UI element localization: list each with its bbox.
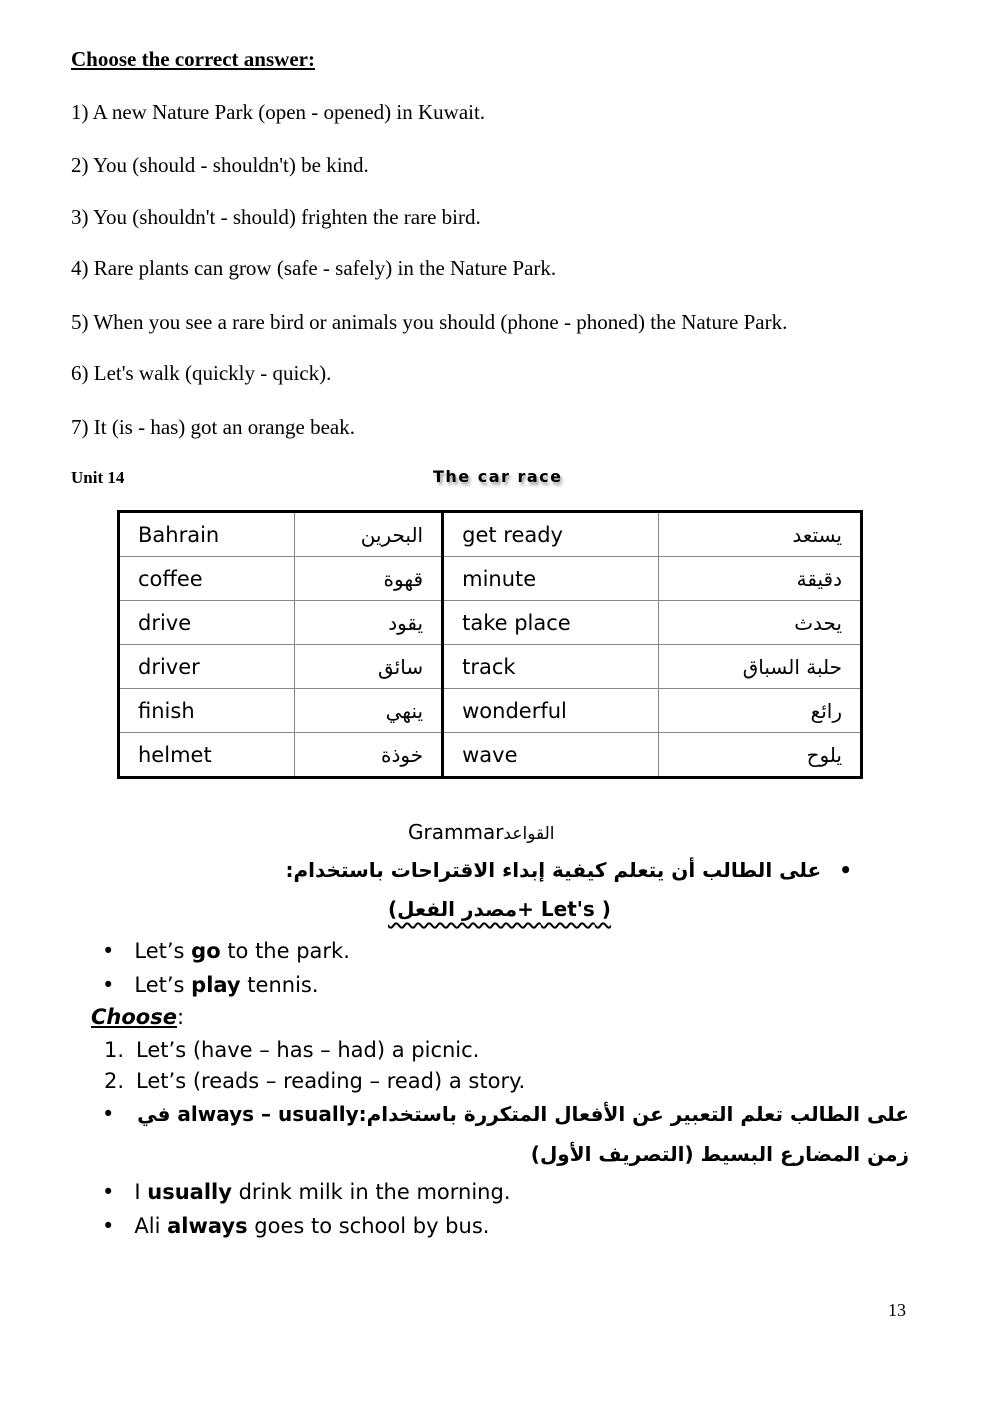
arabic-meaning: رائع	[659, 689, 862, 733]
arabic-meaning: سائق	[294, 645, 442, 689]
grammar-point-1: •على الطالب أن يتعلم كيفية إبداء الاقتراحات باستخدام:	[285, 858, 852, 882]
question-2: 2) You (should - shouldn't) be kind.	[71, 153, 369, 177]
lets-formula: ( Let's +مصدر الفعل)	[388, 897, 611, 921]
example-1: • Let’s go to the park.	[102, 939, 350, 963]
arabic-meaning: يقود	[294, 601, 442, 645]
vocab-row	[119, 645, 862, 689]
english-word: wonderful	[443, 689, 659, 733]
english-word: track	[443, 645, 659, 689]
english-word: get ready	[443, 512, 659, 557]
vocab-row	[119, 557, 862, 601]
english-word: Bahrain	[119, 512, 295, 557]
arabic-meaning: قهوة	[294, 557, 442, 601]
arabic-meaning: خوذة	[294, 733, 442, 778]
vocab-row	[119, 733, 862, 778]
grammar-heading-ar: القواعد	[503, 824, 555, 844]
english-word: finish	[119, 689, 295, 733]
choose-item-1: 1. Let’s (have – has – had) a picnic.	[104, 1038, 480, 1062]
question-4: 4) Rare plants can grow (safe - safely) in the Nature Park.	[71, 256, 557, 280]
choose-label: Choose:	[91, 1005, 185, 1029]
example-4: • Ali always goes to school by bus.	[102, 1214, 490, 1238]
question-1: 1) A new Nature Park (open - opened) in Kuwait.	[71, 100, 486, 124]
question-5: 5) When you see a rare bird or animals you should (phone - phoned) the Nature Park.	[71, 310, 788, 334]
exercise-title: Choose the correct answer:	[71, 47, 315, 71]
vocab-row	[119, 512, 862, 557]
grammar-heading	[408, 820, 555, 844]
arabic-meaning: يستعد	[659, 512, 862, 557]
vocab-row	[119, 689, 862, 733]
grammar-heading-en: Grammar	[408, 820, 504, 844]
page-number: 13	[888, 1300, 906, 1320]
vocab-row	[119, 601, 862, 645]
bullet: •	[102, 1102, 115, 1126]
english-word: drive	[119, 601, 295, 645]
question-7: 7) It (is - has) got an orange beak.	[71, 415, 355, 439]
english-word: helmet	[119, 733, 295, 778]
choose-item-2: 2. Let’s (reads – reading – read) a story.	[104, 1069, 526, 1093]
unit-title: The car race	[433, 467, 563, 486]
arabic-meaning: البحرين	[294, 512, 442, 557]
english-word: minute	[443, 557, 659, 601]
question-6: 6) Let's walk (quickly - quick).	[71, 361, 332, 385]
arabic-meaning: ينهي	[294, 689, 442, 733]
arabic-meaning: يحدث	[659, 601, 862, 645]
grammar-point-2-line-2: زمن المضارع البسيط (التصريف الأول)	[530, 1142, 909, 1166]
example-3: • I usually drink milk in the morning.	[102, 1180, 511, 1204]
example-2: • Let’s play tennis.	[102, 973, 319, 997]
arabic-meaning: دقيقة	[659, 557, 862, 601]
english-word: take place	[443, 601, 659, 645]
grammar-point-2-line-1: على الطالب تعلم التعبير عن الأفعال المتكررة باستخدام:always – usually في	[137, 1102, 909, 1126]
english-word: wave	[443, 733, 659, 778]
question-3: 3) You (shouldn't - should) frighten the rare bird.	[71, 205, 481, 229]
arabic-meaning: حلبة السباق	[659, 645, 862, 689]
unit-label: Unit 14	[71, 468, 125, 487]
arabic-meaning: يلوح	[659, 733, 862, 778]
bullet: •	[839, 858, 852, 882]
english-word: driver	[119, 645, 295, 689]
english-word: coffee	[119, 557, 295, 601]
vocabulary-table	[117, 510, 863, 779]
